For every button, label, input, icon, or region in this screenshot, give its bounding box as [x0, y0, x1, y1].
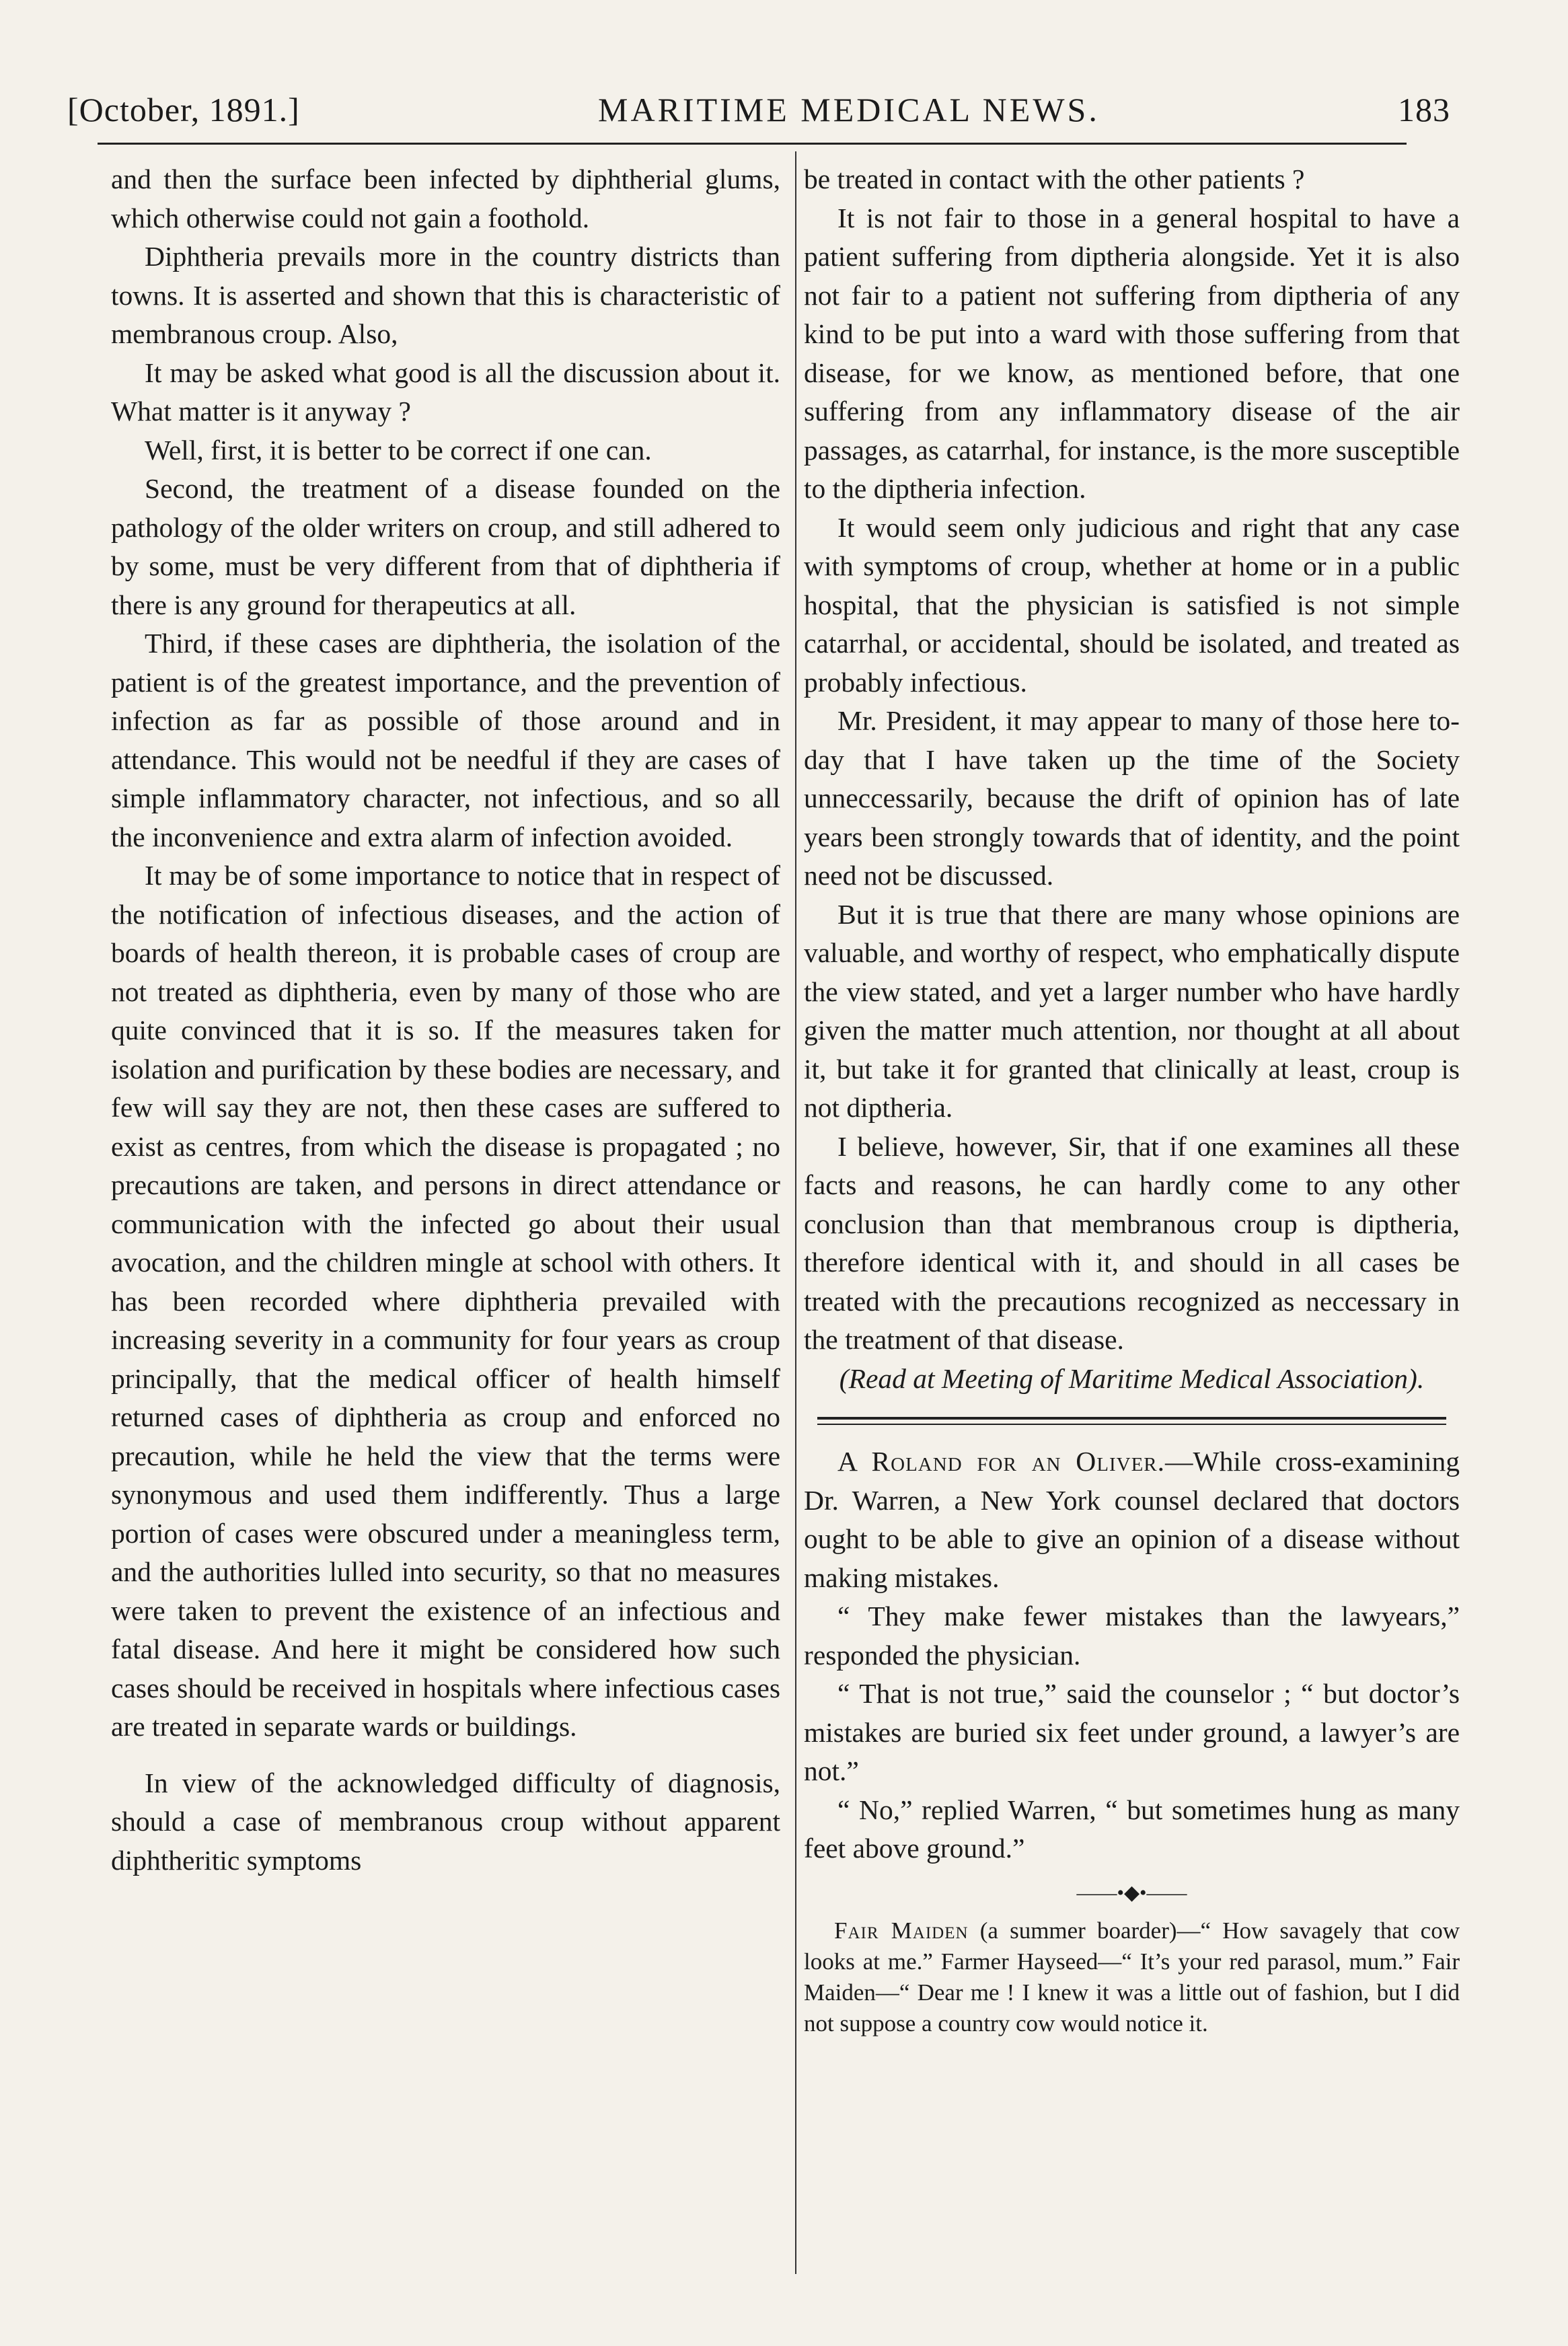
paragraph: Diphtheria prevails more in the country districts than towns. It is asserted and shown that this is characteristic of membranous croup. Also,: [111, 241, 780, 349]
paragraph: It is not fair to those in a general hospital to have a patient suffering from diptheria alongside. Yet it is also not fair to a patient not suffering from diptheria of any kind to be put into a ward with those suffering from that disease, for we know, as mentioned before, that one suffering from any inflammatory disease of the air passages, as catarrhal, for instance, is the more susceptible to the diptheria infection.: [804, 202, 1460, 504]
paragraph: be treated in contact with the other patients ?: [804, 163, 1305, 194]
article-byline: (Read at Meeting of Maritime Medical Association).: [839, 1362, 1425, 1394]
header-rule: [98, 143, 1407, 145]
right-column: [804, 160, 1460, 2039]
paragraph: and then the surface been infected by diphtherial glums, which otherwise could not gain a foothold.: [111, 163, 780, 233]
journal-title: MARITIME MEDICAL NEWS.: [598, 91, 1100, 129]
paragraph: Well, first, it is better to be correct if one can.: [145, 434, 652, 466]
joke-block: [804, 1915, 1460, 2039]
running-head: [67, 79, 1450, 140]
section-separator: [817, 1417, 1446, 1425]
joke-speaker: Fair Maiden: [834, 1917, 969, 1944]
paragraph: Mr. President, it may appear to many of those here to-day that I have taken up the time of the Society unneccessarily, because the drift of opinion has of late years been strongly towards that of identity, and the point need not be discussed.: [804, 705, 1460, 891]
joke-text: (a summer boarder)—“ How savagely that cow looks at me.” Farmer Hayseed—“ It’s your red parasol, mum.” Fair Maiden—“ Dear me ! I knew it was a little out of fashion, but I did not suppose a country cow would notice it.: [804, 1917, 1460, 2037]
paragraph: It would seem only judicious and right that any case with symptoms of croup, whether at home or in a public hospital, that the physician is satisfied is not simple catarrhal, or accidental, should be isolated, and treated as probably infectious.: [804, 511, 1460, 698]
issue-date: [October, 1891.]: [67, 91, 300, 129]
left-column: [111, 160, 780, 1880]
paragraph: “ No,” replied Warren, “ but sometimes hung as many feet above ground.”: [804, 1794, 1460, 1864]
paragraph: Second, the treatment of a disease founded on the pathology of the older writers on croup, and still adhered to by some, must be very different from that of diphtheria if there is any ground for therapeutics at all.: [111, 473, 780, 620]
anecdote-lead: —While cross-examining Dr. Warren, a New York counsel declared that doctors ought to be able to give an opinion of a disease without making mistakes.: [804, 1446, 1460, 1593]
paragraph: It may be asked what good is all the discussion about it. What matter is it anyway ?: [111, 357, 780, 427]
paragraph: But it is true that there are many whose opinions are valuable, and worthy of respect, who emphatically dispute the view stated, and yet a larger number who have hardly given the matter much attention, nor thought at all about it, but take it for granted that clinically at least, croup is not diptheria.: [804, 898, 1460, 1123]
paragraph: It may be of some importance to notice that in respect of the notification of infectious diseases, and the action of boards of health thereon, it is probable cases of croup are not treated as diphtheria, even by many of those who are quite convinced that it is so. If the measures taken for isolation and purification by these bodies are necessary, and few will say they are not, then these cases are suffered to exist as centres, from which the disease is propagated ; no precautions are taken, and persons in direct attendance or communication with the infected go about their usual avocation, and the children mingle at school with others. It has been recorded where diphtheria prevailed with increasing severity in a community for four years as croup principally, that the medical officer of health himself returned cases of diphtheria as croup and enforced no precaution, while he held the view that the terms were synonymous and used them indifferently. Thus a large portion of cases were obscured under a meaningless term, and the authorities lulled into security, so that no measures were taken to prevent the existence of an infectious and fatal disease. And here it might be considered how such cases should be received in hospitals where infectious cases are treated in separate wards or buildings.: [111, 860, 780, 1742]
page-number: 183: [1398, 91, 1450, 129]
paragraph: I believe, however, Sir, that if one examines all these facts and reasons, he can hardly come to any other conclusion than that membranous croup is diptheria, therefore identical with it, and should in all cases be treated with the precautions recognized as neccessary in the treatment of that disease.: [804, 1130, 1460, 1355]
paragraph: In view of the acknowledged difficulty of diagnosis, should a case of membranous croup without apparent diphtheritic symptoms: [111, 1767, 780, 1876]
anecdote-paragraph: [804, 1442, 1460, 1597]
ornament-icon: ——•◆•——: [1076, 1881, 1187, 1904]
paragraph: “ They make fewer mistakes than the lawyears,” responded the physician.: [804, 1601, 1460, 1671]
paragraph: “ That is not true,” said the counselor ; “ but doctor’s mistakes are buried six feet under ground, a lawyer’s are not.”: [804, 1678, 1460, 1786]
anecdote-title: A Roland for an Oliver.: [837, 1446, 1165, 1477]
paragraph: Third, if these cases are diphtheria, the isolation of the patient is of the greatest importance, and the prevention of infection as far as possible of those around and in attendance. This would not be needful if they are cases of simple inflammatory character, not infectious, and so all the inconvenience and extra alarm of infection avoided.: [111, 628, 780, 852]
joke-paragraph: [804, 1915, 1460, 2039]
ornament-divider: [804, 1883, 1460, 1903]
column-divider: [795, 151, 796, 2274]
